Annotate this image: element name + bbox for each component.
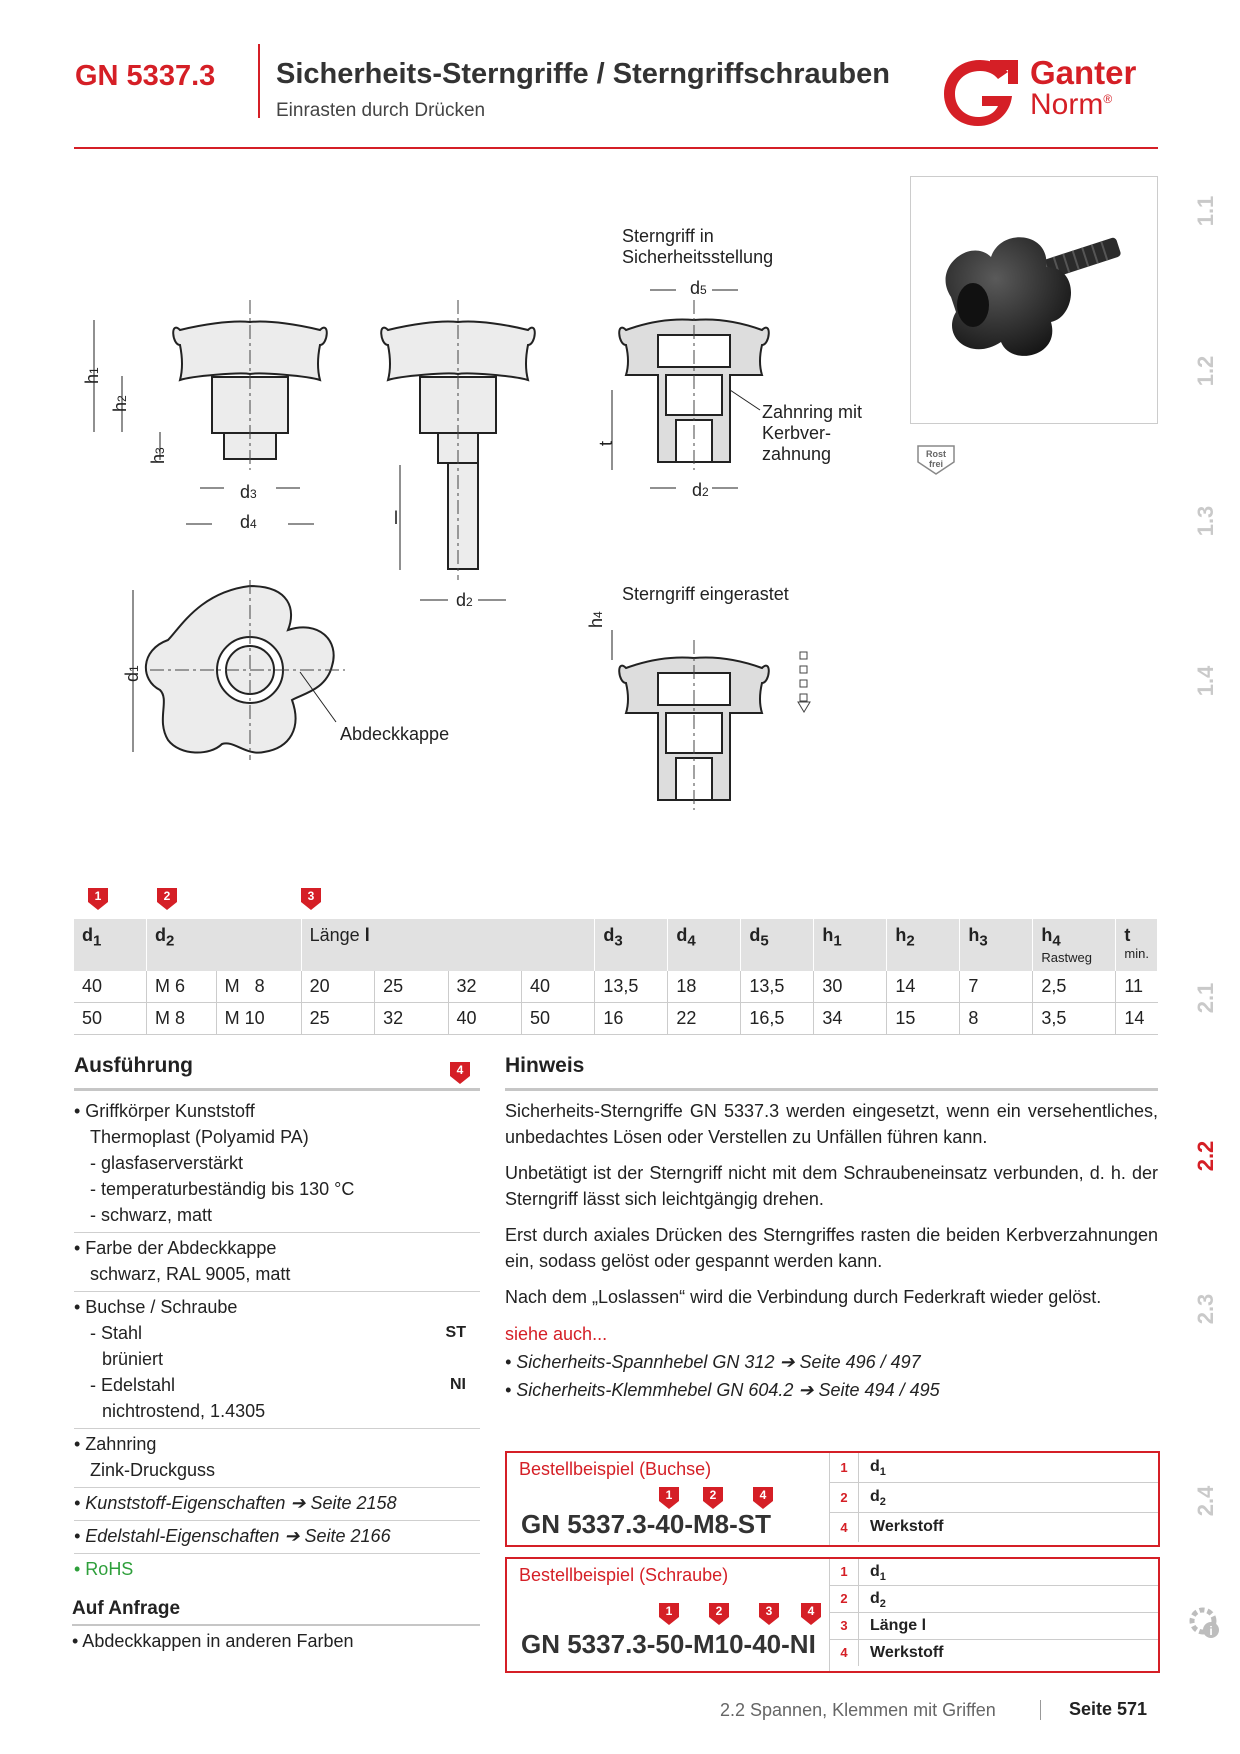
side-index-1-3[interactable]: 1.3	[1193, 505, 1218, 537]
code-st: ST	[445, 1324, 466, 1341]
side-index-2-4[interactable]: 2.4	[1193, 1485, 1218, 1517]
col-d4: $d_4$	[668, 919, 741, 971]
table-header-row	[74, 919, 1158, 971]
list-item: • Buchse / Schraube - Stahl ST brüniert - Edelstahl NI nichtrostend, 1.4305	[74, 1292, 480, 1429]
order-row: 2 $d_2$	[830, 1586, 1158, 1613]
page-title: Sicherheits-Sterngriffe / Sterngriffschrauben	[276, 58, 890, 90]
footer-divider	[1040, 1700, 1041, 1720]
dim-h1: h1	[82, 367, 102, 384]
section-title-ausfuehrung: Ausführung	[74, 1054, 193, 1077]
link-kunststoff[interactable]: • Kunststoff-Eigenschaften ➔ Seite 2158	[74, 1488, 480, 1521]
list-item: • Zahnring Zink-Druckguss	[74, 1429, 480, 1488]
push-arrow-icon	[798, 652, 810, 712]
order-row: 4 Werkstoff	[830, 1513, 1158, 1542]
label-zahnring-2: Kerbver-	[762, 423, 832, 443]
side-index-2-1[interactable]: 2.1	[1193, 982, 1218, 1014]
technical-drawing	[0, 0, 900, 880]
rost-frei-badge	[914, 444, 958, 481]
dim-h4: h4	[586, 611, 606, 628]
dim-d2-bush: d2	[692, 480, 709, 500]
product-photo	[910, 176, 1158, 424]
product-code: GN 5337.3	[75, 60, 216, 92]
section-title-hinweis: Hinweis	[505, 1054, 585, 1077]
anfrage-list: • Abdeckkappen in anderen Farben	[72, 1631, 354, 1651]
order-row: 1 $d_1$	[830, 1453, 1158, 1483]
col-d2: $d_2$	[147, 919, 302, 971]
section-rule	[72, 1624, 480, 1626]
order-example-screw	[505, 1557, 1160, 1673]
code-ni: NI	[450, 1376, 466, 1393]
marker-2: 2	[709, 1603, 729, 1625]
marker-2: 2	[157, 888, 177, 910]
marker-4: 4	[801, 1603, 821, 1625]
svg-text:i: i	[1209, 1624, 1213, 1638]
rohs-item: • RoHS	[74, 1559, 134, 1579]
order-title: Bestellbeispiel (Buchse)	[519, 1459, 712, 1479]
table-row: 40 M 6 M 8 20 25 32 40 13,5 18 13,5 30 14 7 2,5 11	[74, 971, 1158, 1003]
order-row: 4 Werkstoff	[830, 1640, 1158, 1666]
side-index-2-3[interactable]: 2.3	[1193, 1293, 1218, 1325]
dim-d4: d4	[240, 512, 257, 532]
side-index-1-4[interactable]: 1.4	[1193, 665, 1218, 697]
svg-text:frei: frei	[928, 459, 944, 469]
link-spannhebel[interactable]: • Sicherheits-Spannhebel GN 312 ➔ Seite 496 / 497	[505, 1352, 921, 1372]
col-t: t min.	[1116, 919, 1158, 971]
side-index-1-1[interactable]: 1.1	[1193, 195, 1218, 227]
col-h4: $h_4$ Rastweg	[1033, 919, 1116, 971]
marker-3: 3	[301, 888, 321, 910]
order-code: GN 5337.3-50-M10-40-NI	[521, 1629, 816, 1659]
col-d3: $d_3$	[595, 919, 668, 971]
order-title: Bestellbeispiel (Schraube)	[519, 1565, 729, 1585]
side-index-1-2[interactable]: 1.2	[1193, 355, 1218, 387]
table-row: 50 M 8 M 10 25 32 40 50 16 22 16,5 34 15 8 3,5 14	[74, 1002, 1158, 1034]
page-subtitle: Einrasten durch Drücken	[276, 100, 486, 121]
marker-1: 1	[659, 1603, 679, 1625]
dim-d2-screw: d2	[456, 590, 473, 610]
dim-t: t	[596, 440, 616, 446]
logo-text-norm: Norm®	[1030, 88, 1113, 121]
ganter-logo-icon	[938, 54, 1022, 135]
dimensions-table	[74, 919, 1158, 1035]
dim-d1: d1	[122, 665, 142, 682]
marker-4: 4	[753, 1487, 773, 1509]
col-d5: $d_5$	[741, 919, 814, 971]
section-rule	[505, 1088, 1158, 1091]
link-edelstahl[interactable]: • Edelstahl-Eigenschaften ➔ Seite 2166	[74, 1521, 480, 1554]
ausfuehrung-list	[74, 1096, 480, 1586]
col-laenge: Länge l	[301, 919, 595, 971]
order-row: 3 Länge l	[830, 1613, 1158, 1640]
side-index-2-2[interactable]: 2.2	[1193, 1140, 1218, 1172]
marker-4: 4	[450, 1062, 470, 1084]
section-title-anfrage: Auf Anfrage	[72, 1598, 181, 1619]
col-h1: $h_1$	[814, 919, 887, 971]
label-zahnring-1: Zahnring mit	[762, 402, 863, 422]
order-example-bushing	[505, 1451, 1160, 1547]
label-secure-1: Sterngriff in	[622, 226, 714, 246]
footer-section: 2.2 Spannen, Klemmen mit Griffen	[720, 1700, 996, 1720]
label-secure-2: Sicherheitsstellung	[622, 247, 774, 267]
order-code: GN 5337.3-40-M8-ST	[521, 1509, 771, 1539]
list-item: • Farbe der Abdeckkappe schwarz, RAL 9005, matt	[74, 1233, 480, 1292]
dim-d5: d5	[690, 278, 707, 298]
label-engaged: Sterngriff eingerastet	[622, 584, 789, 604]
page-number: Seite 571	[1069, 1699, 1148, 1719]
dim-d3: d3	[240, 482, 257, 502]
col-d1: $d_1$	[74, 919, 147, 971]
marker-1: 1	[659, 1487, 679, 1509]
label-zahnring-3: zahnung	[762, 444, 832, 464]
hinweis-text: Sicherheits-Sterngriffe GN 5337.3 werden eingesetzt, wenn ein versehentliches, unbedachtes Lösen oder Verstellen zu Unfällen führen kann. Unbetätigt ist der Sterngriff nicht mit dem Schraubeneinsatz verbunden, d. h. der Sterngriff lässt sich leichtgängig drehen. Erst durch axiales Drücken des Sterngriffes rasten die beiden Kerbverzahnungen ein, sodass gelöst oder gespannt werden kann. Nach dem „Loslassen“ wird die Verbindung durch Federkraft wieder gelöst. siehe auch... • Sicherheits-Spannhebel GN 312 ➔ Seite 496 / 497 • Sicherheits-Klemmhebel GN 604.2 ➔ Seite 494 / 495	[505, 1098, 1158, 1404]
see-also-label: siehe auch...	[505, 1324, 608, 1344]
col-h2: $h_2$	[887, 919, 960, 971]
marker-3: 3	[759, 1603, 779, 1625]
order-row: 2 $d_2$	[830, 1483, 1158, 1513]
settings-info-icon[interactable]	[1186, 1604, 1224, 1647]
list-item: • Griffkörper Kunststoff Thermoplast (Polyamid PA) - glasfaserverstärkt - temperaturbeständig bis 130 °C - schwarz, matt	[74, 1096, 480, 1233]
marker-1: 1	[88, 888, 108, 910]
dim-h3: h3	[148, 447, 168, 464]
dim-h2: h2	[110, 395, 130, 412]
logo-text-ganter: Ganter	[1030, 54, 1137, 91]
link-klemmhebel[interactable]: • Sicherheits-Klemmhebel GN 604.2 ➔ Seite 494 / 495	[505, 1380, 940, 1400]
order-row: 1 $d_1$	[830, 1559, 1158, 1586]
label-cap: Abdeckkappe	[340, 724, 450, 744]
section-rule	[74, 1088, 480, 1091]
svg-text:Rost: Rost	[926, 449, 946, 459]
marker-2: 2	[703, 1487, 723, 1509]
dim-l: l	[394, 508, 398, 528]
col-h3: $h_3$	[960, 919, 1033, 971]
